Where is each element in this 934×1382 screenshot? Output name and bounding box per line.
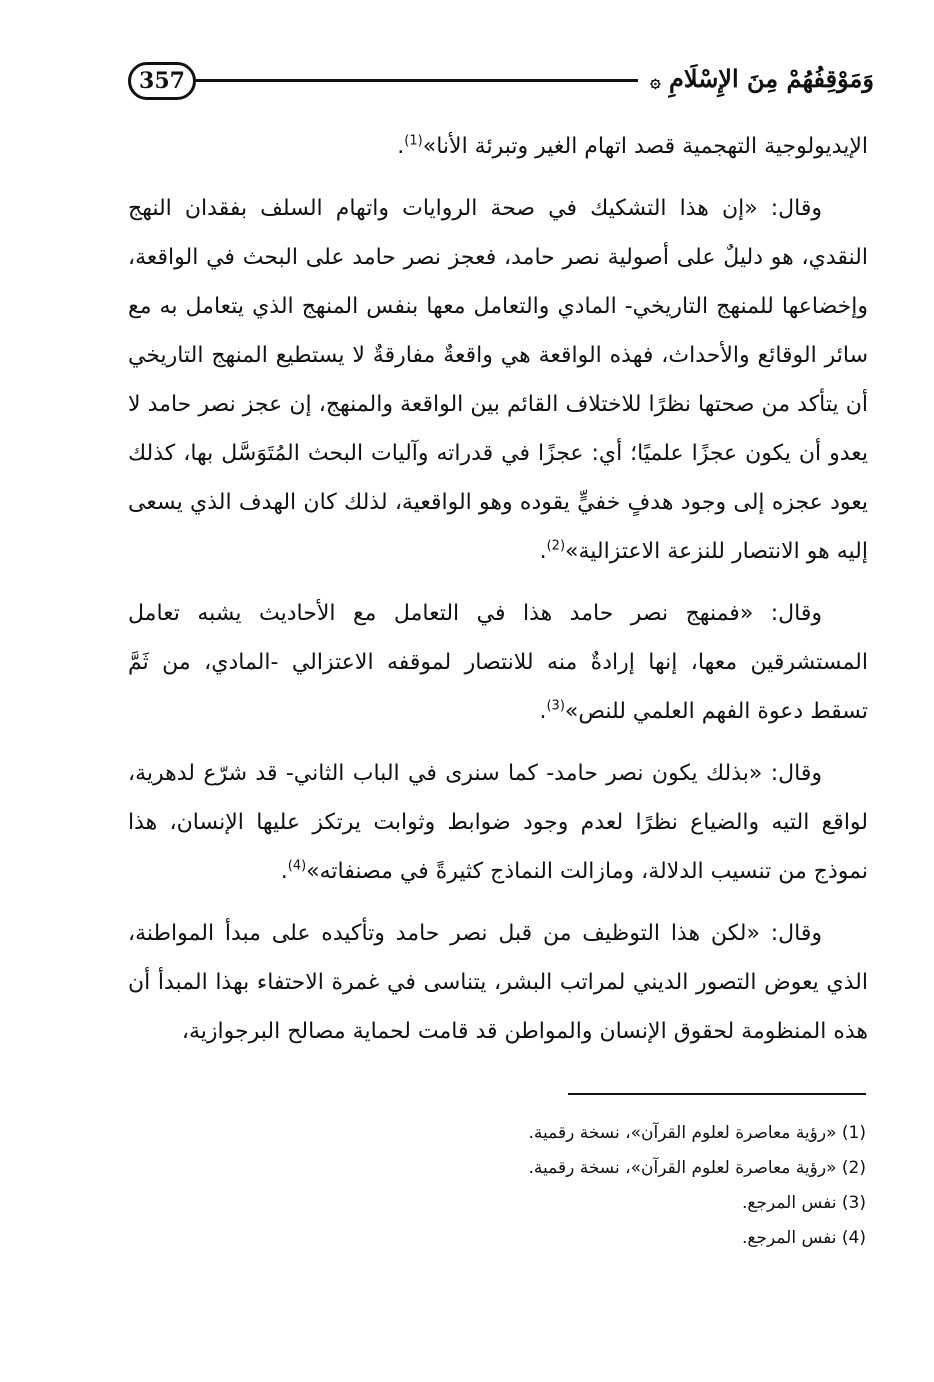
paragraph-end: . [280, 859, 288, 884]
page-number: 357 [128, 62, 196, 100]
paragraph-text: وقال: «لكن هذا التوظيف من قبل نصر حامد وتأكيده على مبدأ المواطنة، الذي يعوض التصور الديني لمراتب البشر، يتناسى في غمرة الاحتفاء بهذا المبدأ أن هذه المنظومة لحقوق الإنسان والمواطن قد قامت لحماية مصالح البرجوازية، [128, 921, 868, 1044]
running-title-text: وَمَوْقِفُهُمْ مِنَ الإِسْلَامِ [669, 64, 874, 93]
footnote-item: (2) «رؤية معاصرة لعلوم القرآن»، نسخة رقمية. [528, 1158, 866, 1178]
paragraph-text: وقال: «إن هذا التشكيك في صحة الروايات واتهام السلف بفقدان النهج النقدي، هو دليلٌ على أصولية نصر حامد، فعجز نصر حامد على البحث في الواقعة، وإخضاعها للمنهج التاريخي- المادي والتعامل معها بنفس المنهج الذي يتعامل به مع سائر الوقائع والأحداث، فهذه الواقعة هي واقعةٌ مفارقةٌ لا يستطيع المنهج التاريخي أن يتأكد من صحتها نظرًا للاختلاف القائم بين الواقعة والمنهج، إن عجز نصر حامد لا يعدو أن يكون عجزًا علميًا؛ أي: عجزًا في قدراته وآليات البحث المُتَوَسَّل بها، كذلك يعود عجزه إلى وجود هدفٍ خفيٍّ يقوده وهو الواقعية، لذلك كان الهدف الذي يسعى إليه هو الانتصار للنزعة الاعتزالية» [128, 196, 868, 564]
paragraph-text: وقال: «فمنهج نصر حامد هذا في التعامل مع الأحاديث يشبه تعامل المستشرقين معها، إنها إرادةٌ منه للانتصار لموقفه الاعتزالي -المادي، من ثَمَّ تسقط دعوة الفهم العلمي للنص» [128, 601, 868, 724]
paragraph-5 [128, 909, 868, 1056]
paragraph-2 [128, 184, 868, 576]
paragraph-end: . [397, 134, 405, 159]
footnote-item: (1) «رؤية معاصرة لعلوم القرآن»، نسخة رقمية. [528, 1123, 866, 1143]
page-header [128, 62, 874, 106]
paragraph-1 [128, 122, 868, 171]
running-title [638, 64, 874, 93]
footnote-ref: (3) [546, 698, 565, 714]
paragraph-3 [128, 589, 868, 736]
body-text [128, 122, 868, 1069]
footnote-ref: (1) [404, 133, 423, 149]
footnotes [386, 1116, 866, 1256]
ornament-icon: ۞ [650, 71, 661, 92]
header-rule [196, 79, 638, 82]
paragraph-text: وقال: «بذلك يكون نصر حامد- كما سنرى في الباب الثاني- قد شرّع لدهرية، لواقع التيه والضياع نظرًا لعدم وجود ضوابط وثوابت يرتكز عليها الإنسان، هذا نموذج من تنسيب الدلالة، ومازالت النماذج كثيرةً في مصنفاته» [128, 761, 868, 884]
footnote-item: (4) نفس المرجع. [742, 1228, 866, 1248]
paragraph-end: . [539, 539, 547, 564]
paragraph-4 [128, 749, 868, 896]
paragraph-text: الإيديولوجية التهجمية قصد اتهام الغير وتبرئة الأنا» [422, 134, 868, 159]
footnote-ref: (4) [287, 858, 307, 874]
paragraph-end: . [539, 699, 547, 724]
footnote-ref: (2) [546, 538, 566, 554]
footnote-separator [568, 1093, 866, 1095]
footnote-item: (3) نفس المرجع. [742, 1193, 866, 1213]
